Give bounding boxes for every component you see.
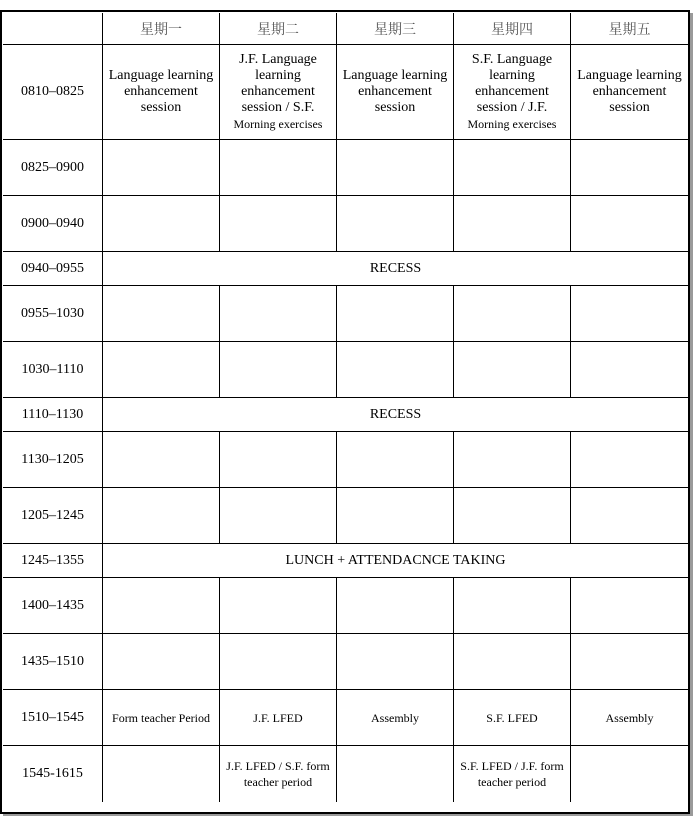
school-timetable — [3, 13, 688, 802]
cell-monday — [103, 488, 220, 544]
time-label: 1435–1510 — [3, 634, 103, 690]
cell-thursday — [454, 342, 571, 398]
cell-thursday — [454, 634, 571, 690]
cell-thursday — [454, 196, 571, 252]
cell-monday — [103, 286, 220, 342]
cell-thursday: S.F. LFED — [454, 690, 571, 746]
time-label: 1130–1205 — [3, 432, 103, 488]
lunch-label: LUNCH + ATTENDACNCE TAKING — [103, 544, 688, 578]
time-label: 0825–0900 — [3, 140, 103, 196]
cell-tuesday — [220, 196, 337, 252]
row-1510 — [3, 690, 688, 746]
day-header-monday: 星期一 — [103, 13, 220, 45]
cell-friday — [571, 634, 688, 690]
cell-thursday — [454, 286, 571, 342]
row-1030 — [3, 342, 688, 398]
cell-monday — [103, 140, 220, 196]
cell-wednesday — [337, 342, 454, 398]
cell-wednesday: Language learning enhancement session — [337, 45, 454, 140]
cell-friday — [571, 196, 688, 252]
cell-tuesday — [220, 286, 337, 342]
recess-label: RECESS — [103, 252, 688, 286]
row-1130 — [3, 432, 688, 488]
cell-thursday — [454, 140, 571, 196]
time-label: 1400–1435 — [3, 578, 103, 634]
cell-friday — [571, 432, 688, 488]
time-label: 1205–1245 — [3, 488, 103, 544]
cell-tuesday — [220, 342, 337, 398]
cell-tuesday — [220, 140, 337, 196]
cell-tuesday: J.F. LFED — [220, 690, 337, 746]
day-header-thursday: 星期四 — [454, 13, 571, 45]
cell-friday — [571, 746, 688, 802]
row-0940-recess — [3, 252, 688, 286]
cell-thursday: S.F. LFED / J.F. form teacher period — [454, 746, 571, 802]
cell-monday — [103, 342, 220, 398]
header-row — [3, 13, 688, 45]
row-1545 — [3, 746, 688, 802]
time-label: 0955–1030 — [3, 286, 103, 342]
cell-friday — [571, 578, 688, 634]
time-label: 0940–0955 — [3, 252, 103, 286]
cell-monday — [103, 578, 220, 634]
cell-text: J.F. Language learning enhancement session / S.F. — [239, 51, 317, 115]
cell-monday: Language learning enhancement session — [103, 45, 220, 140]
row-0825 — [3, 140, 688, 196]
cell-tuesday — [220, 634, 337, 690]
row-1205 — [3, 488, 688, 544]
cell-monday — [103, 746, 220, 802]
time-label: 0810–0825 — [3, 45, 103, 140]
cell-wednesday — [337, 196, 454, 252]
cell-thursday — [454, 578, 571, 634]
cell-wednesday — [337, 746, 454, 802]
row-1110-recess — [3, 398, 688, 432]
row-0955 — [3, 286, 688, 342]
time-label: 1245–1355 — [3, 544, 103, 578]
cell-friday: Language learning enhancement session — [571, 45, 688, 140]
time-label: 0900–0940 — [3, 196, 103, 252]
cell-wednesday — [337, 286, 454, 342]
cell-wednesday — [337, 140, 454, 196]
cell-wednesday — [337, 578, 454, 634]
day-header-friday: 星期五 — [571, 13, 688, 45]
cell-friday: Assembly — [571, 690, 688, 746]
cell-friday — [571, 140, 688, 196]
time-label: 1030–1110 — [3, 342, 103, 398]
row-0900 — [3, 196, 688, 252]
cell-wednesday: Assembly — [337, 690, 454, 746]
cell-tuesday — [220, 432, 337, 488]
cell-text-small: Morning exercises — [467, 116, 557, 131]
row-1245-lunch — [3, 544, 688, 578]
day-header-wednesday: 星期三 — [337, 13, 454, 45]
cell-thursday — [454, 488, 571, 544]
cell-friday — [571, 488, 688, 544]
cell-friday — [571, 342, 688, 398]
cell-monday — [103, 634, 220, 690]
cell-thursday — [454, 45, 571, 140]
cell-friday — [571, 286, 688, 342]
corner-cell — [3, 13, 103, 45]
cell-wednesday — [337, 488, 454, 544]
cell-thursday — [454, 432, 571, 488]
cell-monday — [103, 196, 220, 252]
day-header-tuesday: 星期二 — [220, 13, 337, 45]
time-label: 1510–1545 — [3, 690, 103, 746]
cell-text: S.F. Language learning enhancement session / J.F. — [471, 51, 553, 115]
cell-tuesday: J.F. LFED / S.F. form teacher period — [220, 746, 337, 802]
cell-tuesday — [220, 488, 337, 544]
cell-monday: Form teacher Period — [103, 690, 220, 746]
cell-monday — [103, 432, 220, 488]
time-label: 1545-1615 — [3, 746, 103, 802]
cell-wednesday — [337, 432, 454, 488]
cell-tuesday — [220, 45, 337, 140]
cell-tuesday — [220, 578, 337, 634]
row-1400 — [3, 578, 688, 634]
cell-wednesday — [337, 634, 454, 690]
recess-label: RECESS — [103, 398, 688, 432]
time-label: 1110–1130 — [3, 398, 103, 432]
cell-text-small: Morning exercises — [233, 116, 323, 131]
row-0810 — [3, 45, 688, 140]
row-1435 — [3, 634, 688, 690]
